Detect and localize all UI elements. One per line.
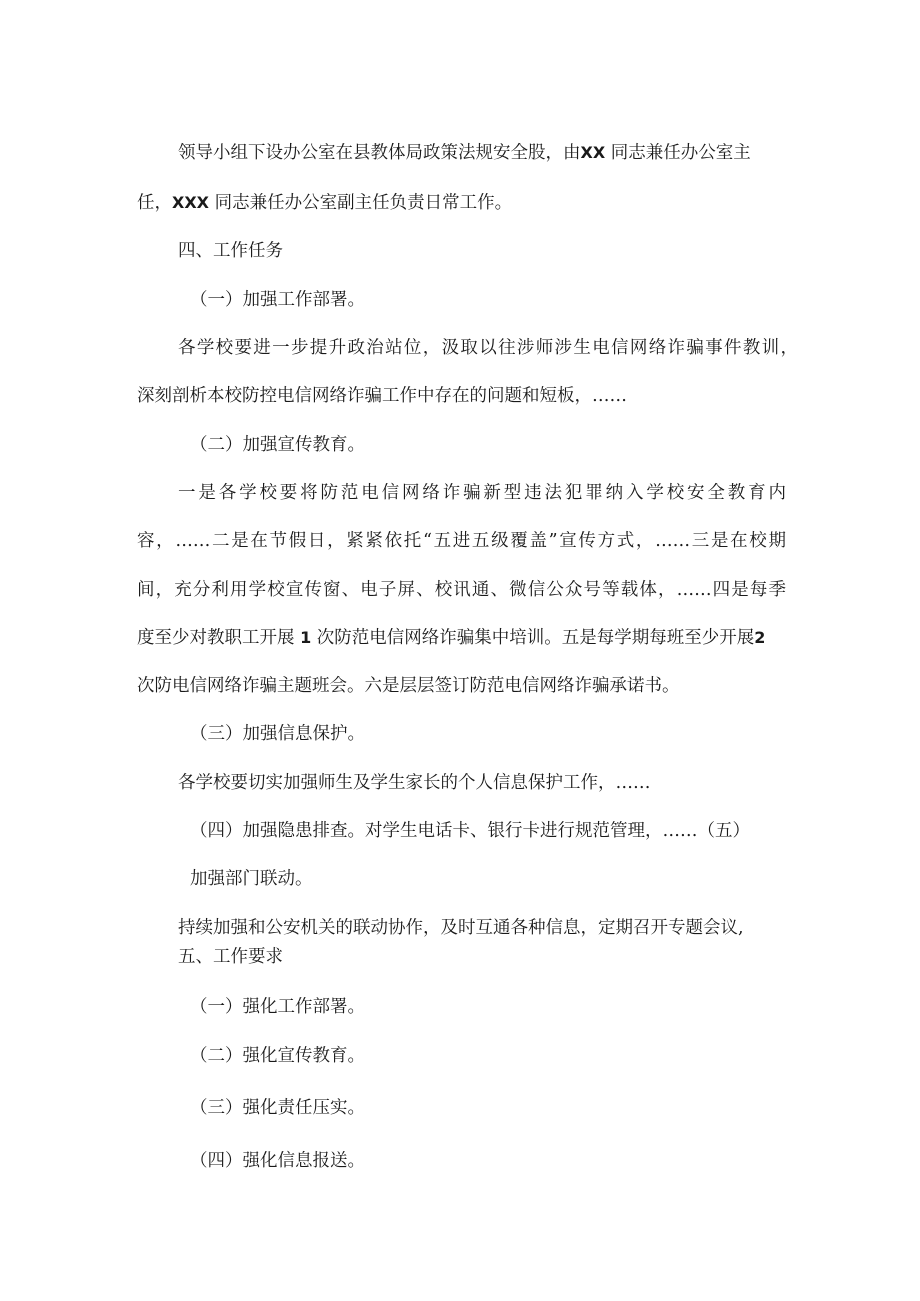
requirement-2: （二）强化宣传教育。	[190, 1046, 365, 1066]
para-publicity-line2: 容，……二是在节假日，紧紧依托“五进五级覆盖”宣传方式，……三是在校期	[137, 531, 786, 551]
para-office-line2	[137, 191, 512, 215]
subheading-task-1: （一）加强工作部署。	[190, 290, 365, 310]
para-deploy-line1: 各学校要进一步提升政治站位，汲取以往涉师涉生电信网络诈骗事件教训，	[178, 338, 798, 358]
text-span: 同志兼任办公室副主任负责日常工作。	[214, 193, 513, 213]
text-span: 度至少对教职工开展	[137, 628, 295, 648]
subheading-task-4: （四）加强隐患排查。对学生电话卡、银行卡进行规范管理，……（五）	[190, 821, 750, 841]
heading-work-tasks: 四、工作任务	[178, 241, 283, 261]
text-span-bold: XX	[580, 143, 606, 162]
subheading-task-5: 加强部门联动。	[190, 869, 313, 889]
para-publicity-line4	[137, 626, 765, 650]
para-office-line1	[178, 141, 751, 165]
para-publicity-line5: 次防电信网络诈骗主题班会。六是层层签订防范电信网络诈骗承诺书。	[137, 676, 680, 696]
para-linkage: 持续加强和公安机关的联动协作，及时互通各种信息，定期召开专题会议,	[178, 918, 744, 938]
text-span: 同志兼任办公室主	[610, 143, 751, 163]
para-info-protection: 各学校要切实加强师生及学生家长的个人信息保护工作，……	[178, 773, 651, 793]
text-span: 任，	[137, 193, 172, 213]
text-span: 次防范电信网络诈骗集中培训。五是每学期每班至少开展	[316, 628, 755, 648]
para-publicity-line3: 间，充分利用学校宣传窗、电子屏、校讯通、微信公众号等载体，……四是每季	[137, 580, 786, 600]
subheading-task-2: （二）加强宣传教育。	[190, 435, 365, 455]
para-publicity-line1: 一是各学校要将防范电信网络诈骗新型违法犯罪纳入学校安全教育内	[178, 483, 786, 503]
heading-work-requirements: 五、工作要求	[178, 947, 283, 967]
text-span-bold: XXX	[172, 193, 210, 212]
text-span: 领导小组下设办公室在县教体局政策法规安全股，由	[178, 143, 581, 163]
requirement-1: （一）强化工作部署。	[190, 997, 365, 1017]
requirement-4: （四）强化信息报送。	[190, 1151, 365, 1171]
para-deploy-line2: 深刻剖析本校防控电信网络诈骗工作中存在的问题和短板，……	[137, 386, 627, 406]
text-span-bold: 1	[300, 628, 312, 647]
text-span-bold: 2	[754, 628, 766, 647]
subheading-task-3: （三）加强信息保护。	[190, 724, 365, 744]
requirement-3: （三）强化责任压实。	[190, 1098, 365, 1118]
